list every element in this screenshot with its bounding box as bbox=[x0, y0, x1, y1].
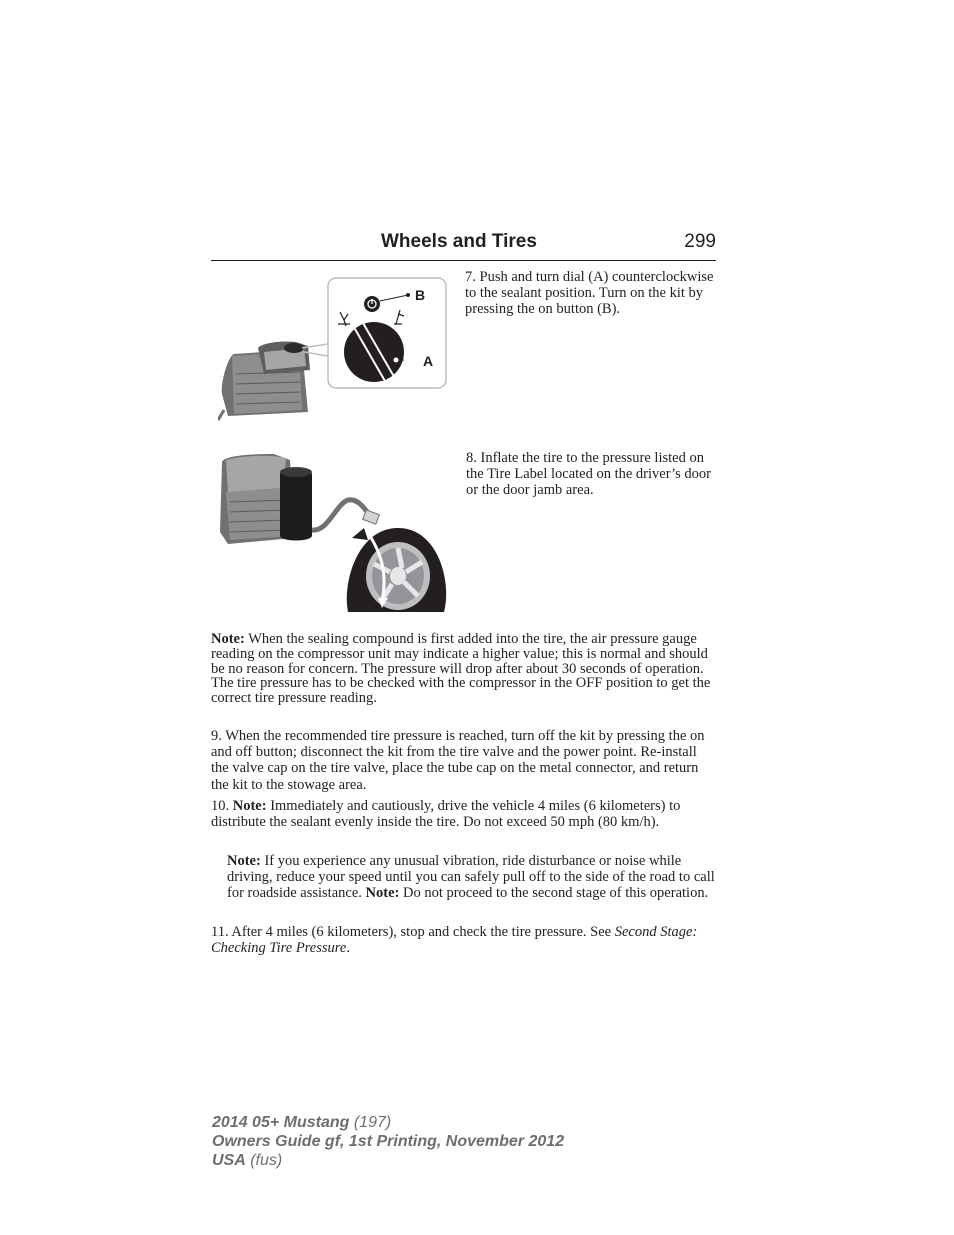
page-footer bbox=[212, 1113, 564, 1170]
compressor-body bbox=[218, 341, 310, 420]
footer-model-code: (197) bbox=[349, 1114, 392, 1131]
note-vibration bbox=[227, 853, 716, 902]
footer-region-code: (fus) bbox=[245, 1152, 283, 1169]
note-label: Note: bbox=[211, 631, 245, 647]
note-text: When the sealing compound is first added into the tire, the air pressure gauge reading on the compressor unit may indicate a higher value; this is normal and should be no reason for concern. The pressure will drop after about 30 seconds of operation. The tire pressure has to be checked with the compressor in the OFF position to get the correct tire pressure reading. bbox=[211, 631, 711, 707]
footer-model: 2014 05+ Mustang bbox=[212, 1114, 350, 1131]
step-10-body: Immediately and cautiously, drive the vehicle 4 miles (6 kilometers) to distribute the sealant evenly inside the tire. Do not exceed 50 mph (80 km/h). bbox=[211, 798, 681, 831]
cross-reference-link[interactable]: Second Stage: Checking Tire Pressure bbox=[211, 924, 698, 957]
compressor-dial-illustration bbox=[218, 274, 454, 422]
step-8-text: 8. Inflate the tire to the pressure listed on the Tire Label located on the driver’s door or the door jamb area. bbox=[466, 450, 711, 499]
tire bbox=[347, 528, 446, 612]
step-11-body: 11. After 4 miles (6 kilometers), stop and check the tire pressure. See bbox=[211, 924, 615, 940]
footer-guide: Owners Guide gf, 1st Printing, November 2012 bbox=[212, 1133, 565, 1150]
label-a: A bbox=[423, 353, 434, 369]
compressor-body bbox=[220, 454, 312, 544]
note-text: If you experience any unusual vibration, ride disturbance or noise while driving, reduce your speed until you can safely pull off to the side of the road to call for roadside assistance. bbox=[227, 853, 715, 902]
label-b: B bbox=[415, 287, 426, 303]
compressor-tire-illustration bbox=[218, 452, 450, 616]
step-7-text: 7. Push and turn dial (A) counterclockwise to the sealant position. Turn on the kit by pressing the on button (B). bbox=[465, 269, 714, 318]
direction-arrow-icon bbox=[352, 528, 368, 540]
step-10-text bbox=[211, 798, 716, 830]
step-10-number: 10. bbox=[211, 798, 233, 814]
note-text-2: Do not proceed to the second stage of this operation. bbox=[399, 885, 709, 902]
note-label: Note: bbox=[227, 853, 261, 869]
step-9-text: 9. When the recommended tire pressure is reached, turn off the kit by pressing the on and off button; disconnect the kit from the tire valve and the power point. Re-install the valve cap on the tire valve, place the tube cap on the metal connector, and return the kit to the stowage area. bbox=[211, 728, 705, 793]
note-label: Note: bbox=[232, 798, 267, 814]
note-label-2: Note: bbox=[365, 885, 400, 902]
sealant-canister bbox=[280, 470, 312, 541]
page-number: 299 bbox=[684, 231, 716, 252]
step-11-end: . bbox=[346, 940, 350, 957]
page-header bbox=[211, 228, 716, 261]
footer-region: USA bbox=[212, 1152, 246, 1169]
page-title: Wheels and Tires bbox=[381, 231, 537, 252]
step-11-text bbox=[211, 924, 716, 956]
note-sealing-compound bbox=[211, 632, 716, 706]
